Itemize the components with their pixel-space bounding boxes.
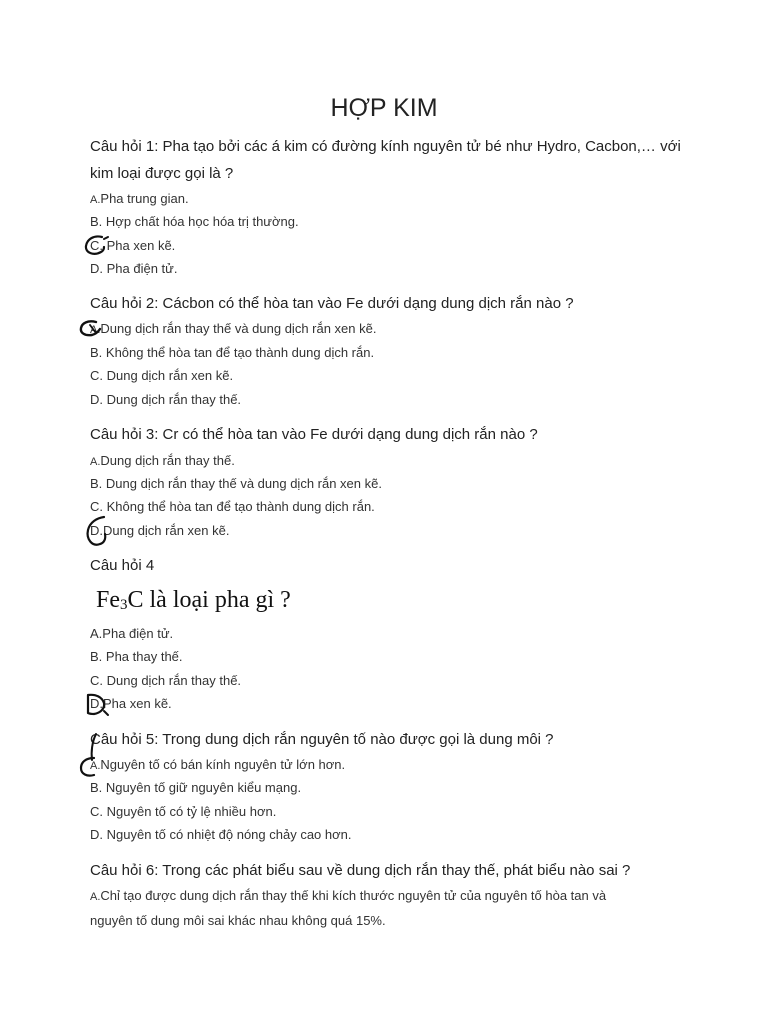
option-prefix: A. xyxy=(90,626,103,641)
question-3-option-b xyxy=(90,472,690,495)
option-prefix: B. xyxy=(90,780,106,795)
question-5: Câu hỏi 5: Trong dung dịch rắn nguyên tố nào được gọi là dung môi ? xyxy=(90,731,554,748)
option-prefix: D. xyxy=(90,827,107,842)
option-text: Pha xen kẽ. xyxy=(103,696,172,711)
question-5-option-a xyxy=(90,753,690,778)
document-title: HỢP KIM xyxy=(330,94,438,122)
option-prefix: B. xyxy=(90,214,106,229)
option-prefix: C. xyxy=(90,368,107,383)
question-4-option-d xyxy=(90,692,690,715)
option-prefix: A. xyxy=(90,891,101,903)
option-prefix: A. xyxy=(90,194,101,206)
option-prefix: C. xyxy=(90,238,107,253)
formula-pre: Fe xyxy=(96,587,120,613)
question-5-option-b xyxy=(90,776,690,799)
question-4-option-b xyxy=(90,645,690,668)
option-text: Chỉ tạo được dung dịch rắn thay thế khi kích thước nguyên tử của nguyên tố hòa tan và nguyên tố dung môi sai khác nhau không quá 15%. xyxy=(90,888,607,928)
option-text: Pha điện tử. xyxy=(106,261,178,276)
question-2-option-a xyxy=(90,317,690,342)
question-4-image-text xyxy=(96,584,291,619)
formula-subscript: 3 xyxy=(120,597,128,613)
option-text: Dung dịch rắn xen kẽ. xyxy=(103,523,230,538)
option-prefix: B. xyxy=(90,649,106,664)
question-2-option-c xyxy=(90,364,690,387)
option-prefix: C. xyxy=(90,673,107,688)
option-text: Dung dịch rắn thay thế. xyxy=(106,673,242,688)
question-6-option-a xyxy=(90,884,650,933)
question-1: Câu hỏi 1: Pha tạo bởi các á kim có đường kính nguyên tử bé như Hydro, Cacbon,… với kim loại được gọi là ? xyxy=(90,138,681,182)
question-5-option-d xyxy=(90,823,690,846)
option-prefix: B. xyxy=(90,345,106,360)
option-text: Dung dịch rắn xen kẽ. xyxy=(106,368,234,383)
option-text: Pha xen kẽ. xyxy=(106,238,176,253)
option-text: Nguyên tố có bán kính nguyên tử lớn hơn. xyxy=(100,757,346,772)
formula-post: C là loại pha gì ? xyxy=(127,587,291,613)
option-text: Hợp chất hóa học hóa trị thường. xyxy=(105,214,299,229)
question-2-option-d xyxy=(90,388,690,411)
option-text: Nguyên tố có nhiệt độ nóng chảy cao hơn. xyxy=(106,827,352,842)
option-prefix: D. xyxy=(90,261,107,276)
question-1-option-b xyxy=(90,210,690,233)
question-1-option-d xyxy=(90,257,690,280)
option-text: Dung dịch rắn thay thế. xyxy=(100,453,235,468)
question-4: Câu hỏi 4 xyxy=(90,557,155,574)
question-1-option-c xyxy=(90,234,690,257)
question-4-option-c xyxy=(90,669,690,692)
option-prefix: C. xyxy=(90,499,107,514)
question-1-option-a xyxy=(90,187,690,212)
question-2-option-b xyxy=(90,341,690,364)
option-text: Pha điện tử. xyxy=(102,626,174,641)
option-text: Nguyên tố có tỷ lệ nhiều hơn. xyxy=(106,804,277,819)
question-3: Câu hỏi 3: Cr có thể hòa tan vào Fe dưới dạng dung dịch rắn nào ? xyxy=(90,426,538,443)
option-prefix: A. xyxy=(90,456,101,468)
option-text: Nguyên tố giữ nguyên kiểu mạng. xyxy=(105,780,302,795)
option-prefix: D. xyxy=(90,392,107,407)
question-3-option-a xyxy=(90,449,690,474)
option-text: Pha thay thế. xyxy=(105,649,183,664)
option-prefix: D. xyxy=(90,696,103,711)
question-3-option-d xyxy=(90,519,690,542)
option-prefix: A. xyxy=(90,324,101,336)
option-text: Dung dịch rắn thay thế và dung dịch rắn xen kẽ. xyxy=(100,321,377,336)
option-text: Không thể hòa tan để tạo thành dung dịch rắn. xyxy=(105,345,375,360)
question-4-option-a xyxy=(90,622,690,645)
question-2: Câu hỏi 2: Cácbon có thể hòa tan vào Fe dưới dạng dung dịch rắn nào ? xyxy=(90,295,574,312)
option-prefix: A. xyxy=(90,760,101,772)
option-text: Không thể hòa tan để tạo thành dung dịch rắn. xyxy=(106,499,375,514)
question-3-option-c xyxy=(90,495,690,518)
option-text: Dung dịch rắn thay thế và dung dịch rắn xen kẽ. xyxy=(105,476,382,491)
option-prefix: D. xyxy=(90,523,103,538)
question-5-option-c xyxy=(90,800,690,823)
option-prefix: B. xyxy=(90,476,106,491)
option-text: Pha trung gian. xyxy=(100,191,189,206)
option-prefix: C. xyxy=(90,804,107,819)
question-6: Câu hỏi 6: Trong các phát biểu sau về dung dịch rắn thay thế, phát biểu nào sai ? xyxy=(90,862,631,879)
option-text: Dung dịch rắn thay thế. xyxy=(106,392,242,407)
